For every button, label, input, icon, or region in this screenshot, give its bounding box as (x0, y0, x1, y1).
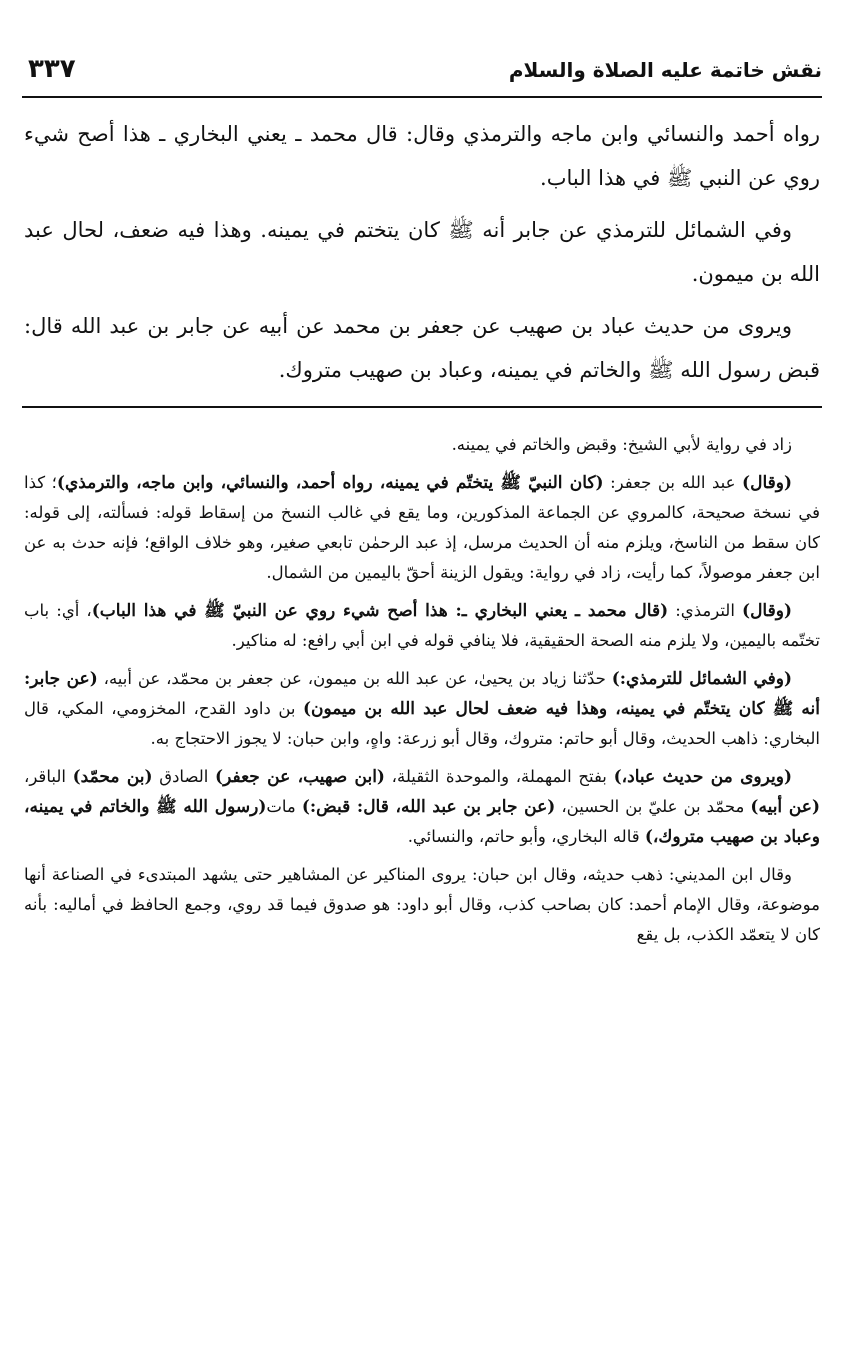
main-paragraph: ويروى من حديث عباد بن صهيب عن جعفر بن محمد عن أبيه عن جابر بن عبد الله قال: قبض رسول الله ﷺ والخاتم في يمينه، وعباد بن صهيب متروك. (24, 314, 820, 382)
quoted-text: (ابن صهيب، عن جعفر) (215, 767, 385, 787)
quoted-text: (وقال) (742, 601, 792, 621)
quoted-text: (وفي الشمائل للترمذي:) (611, 669, 793, 689)
main-paragraph: وفي الشمائل للترمذي عن جابر أنه ﷺ كان يتختم في يمينه. وهذا فيه ضعف، لحال عبد الله بن ميمون. (24, 218, 820, 286)
commentary-text: الباقر، (24, 767, 73, 786)
commentary-paragraph (24, 596, 820, 656)
commentary-text: حدّثنا زياد بن يحيىٰ، عن عبد الله بن ميمون، عن جعفر بن محمّد، عن أبيه، (97, 669, 612, 688)
commentary-text: قاله البخاري، وأبو حاتم، والنسائي. (407, 827, 645, 846)
quoted-text: (رسول الله ﷺ والخاتم في يمينه، وعباد بن صهيب متروك،) (24, 797, 820, 847)
commentary-text: الترمذي: (668, 601, 743, 620)
page-number: ٣٣٧ (28, 54, 76, 84)
commentary-paragraph: زاد في رواية لأبي الشيخ: وقبض والخاتم في يمينه. (451, 435, 792, 454)
commentary-paragraph: وقال ابن المديني: ذهب حديثه، وقال ابن حبان: يروى المناكير عن المشاهير حتى يشهد المبتدىء في الصناعة أنها موضوعة، وقال الإمام أحمد: كان بصاحب كذب، وقال أبو داود: هو صدوق فيما قد روي، وجمع الحافظ في أماليه: بأنه كان لا يتعمّد الكذب، بل يقع (24, 865, 820, 944)
commentary-text: بن داود القدح، المخزومي، المكي، قال البخاري: ذاهب الحديث، وقال أبو حاتم: متروك، وقال أبو زرعة: واهٍ، وابن حبان: لا يجوز الاحتجاج به. (24, 699, 820, 748)
commentary-text: مات (266, 797, 302, 816)
quoted-text: (عن أبيه) (750, 797, 820, 817)
commentary-paragraph (24, 468, 820, 588)
page-header (22, 52, 822, 96)
quoted-text: (بن محمّد) (72, 767, 153, 787)
commentary-text: ؛ كذا في نسخة صحيحة، كالمروي عن الجماعة المذكورين، وما يقع في غالب النسخ من إسقاط قوله: فسألته، إلى قوله: كان سقط من الناسخ، ويلزم منه أن الحديث مرسل، إذ عبد الرحمٰن تابعي صغير، وهو خلاف الواقع؛ فإنه حدث به عن ابن جعفر موصولاً، كما رأيت، زاد في رواية: ويقول الزينة أحقّ باليمين من الشمال. (24, 473, 820, 582)
quoted-text: (كان النبيّ ﷺ يتختّم في يمينه، رواه أحمد، والنسائي، وابن ماجه، والترمذي) (56, 473, 604, 493)
running-title: نقش خاتمة عليه الصلاة والسلام (508, 58, 822, 82)
document-page (22, 52, 822, 958)
quoted-text: (قال محمد ـ يعني البخاري ـ: هذا أصح شيء روي عن النبيّ ﷺ في هذا الباب) (91, 601, 669, 621)
commentary-text: عبد الله بن جعفر: (603, 473, 743, 492)
quoted-text: (عن جابر: أنه ﷺ كان يتختّم في يمينه، وهذا فيه ضعف لحال عبد الله بن ميمون) (24, 669, 820, 719)
commentary-paragraph (24, 664, 820, 754)
commentary-text: بفتح المهملة، والموحدة الثقيلة، (384, 767, 614, 786)
quoted-text: (وقال) (742, 473, 793, 493)
commentary-text: محمّد بن عليّ بن الحسين، (555, 797, 751, 816)
commentary-text: الصادق (152, 767, 216, 786)
commentary-text: ، أي: باب تختّمه باليمين، ولا يلزم منه الصحة الحقيقية، فلا ينافي قوله في ابن أبي رافع: له مناكير. (24, 601, 820, 650)
commentary (22, 408, 822, 950)
main-text (22, 98, 822, 406)
main-paragraph: رواه أحمد والنسائي وابن ماجه والترمذي وقال: قال محمد ـ يعني البخاري ـ هذا أصح شيء روي عن النبي ﷺ في هذا الباب. (24, 122, 820, 190)
quoted-text: (ويروى من حديث عباد،) (613, 767, 793, 787)
commentary-paragraph (24, 762, 820, 852)
quoted-text: (عن جابر بن عبد الله، قال: قبض:) (301, 797, 556, 817)
